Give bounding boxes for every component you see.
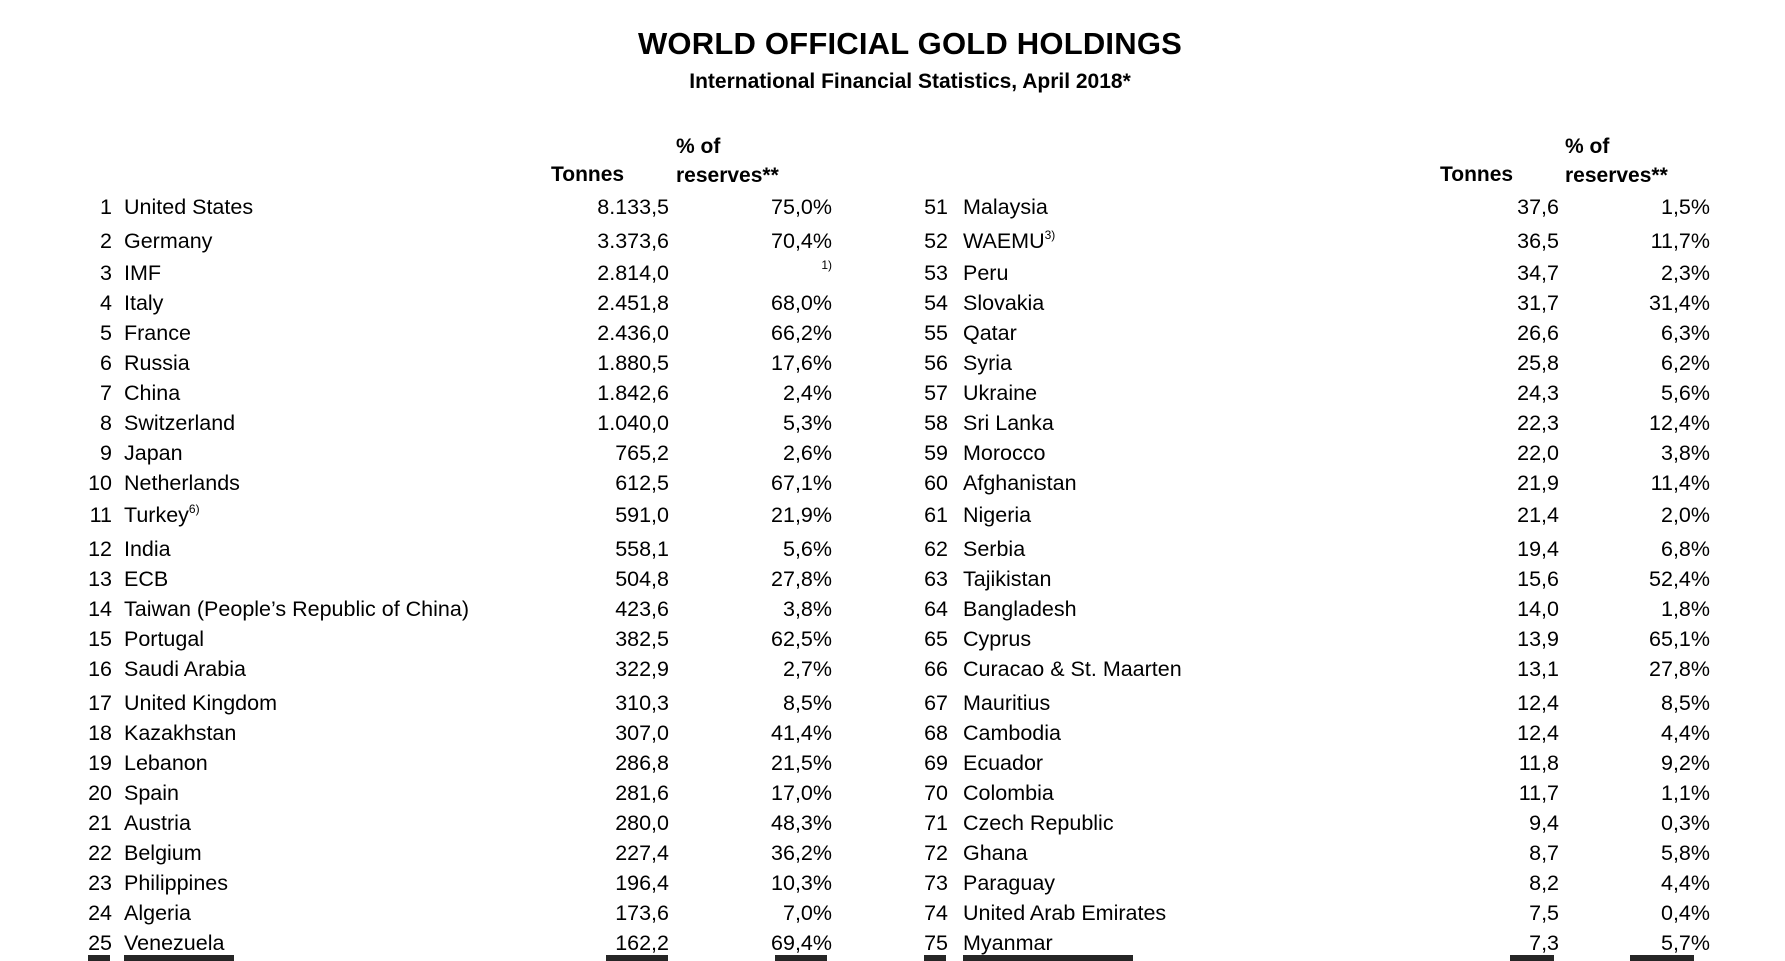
tonnes-cell: 173,6 xyxy=(615,901,669,925)
table-row xyxy=(0,193,1785,222)
tonnes-cell: 765,2 xyxy=(615,441,669,465)
rank-cell: 53 xyxy=(924,261,948,285)
tonnes-cell: 22,3 xyxy=(1517,411,1559,435)
tonnes-cell: 19,4 xyxy=(1517,537,1559,561)
rank-cell: 52 xyxy=(924,229,948,253)
table-row xyxy=(0,899,1785,928)
pct-cell: 27,8% xyxy=(771,567,832,591)
tonnes-cell: 7,5 xyxy=(1529,901,1559,925)
country-cell xyxy=(963,899,1166,928)
rank-cell: 9 xyxy=(100,441,112,465)
country-cell xyxy=(963,193,1048,222)
country-cell xyxy=(963,689,1050,718)
country-cell xyxy=(963,501,1031,530)
rank-cell: 51 xyxy=(924,195,948,219)
rank-cell: 69 xyxy=(924,751,948,775)
country-cell xyxy=(963,869,1055,898)
rank-cell: 55 xyxy=(924,321,948,345)
country-name: Bangladesh xyxy=(963,597,1077,621)
right-pct-header-line2: reserves** xyxy=(1565,164,1668,187)
tonnes-cell: 37,6 xyxy=(1517,195,1559,219)
country-cell xyxy=(963,289,1044,318)
rank-cell: 14 xyxy=(88,597,112,621)
tonnes-cell: 591,0 xyxy=(615,503,669,527)
left-pct-header xyxy=(676,132,779,190)
country-name: Ghana xyxy=(963,841,1028,865)
tonnes-cell: 11,8 xyxy=(1518,751,1559,775)
cutoff-row-fragment xyxy=(0,955,1785,961)
table-row xyxy=(0,349,1785,378)
rank-cell: 17 xyxy=(88,691,112,715)
table-row xyxy=(0,469,1785,498)
rank-cell: 59 xyxy=(924,441,948,465)
country-name: Algeria xyxy=(124,901,191,925)
pct-cell: 5,6% xyxy=(782,537,832,561)
country-cell xyxy=(963,779,1054,808)
footnote-marker: 3) xyxy=(1044,228,1056,242)
country-cell xyxy=(963,719,1061,748)
table-row xyxy=(0,439,1785,468)
rank-cell: 3 xyxy=(100,261,112,285)
table-row xyxy=(0,869,1785,898)
left-tonnes-header-label: Tonnes xyxy=(551,163,625,186)
country-name: Paraguay xyxy=(963,871,1056,895)
tonnes-cell: 322,9 xyxy=(615,657,669,681)
pct-cell: 66,2% xyxy=(771,321,832,345)
country-cell xyxy=(963,565,1051,594)
table-row xyxy=(0,689,1785,718)
country-name: Afghanistan xyxy=(963,471,1077,495)
rank-cell: 71 xyxy=(924,811,948,835)
country-cell xyxy=(963,439,1045,468)
country-name: Saudi Arabia xyxy=(124,657,246,681)
rank-cell: 6 xyxy=(100,351,112,375)
rank-cell: 2 xyxy=(100,229,112,253)
country-name: China xyxy=(124,381,181,405)
tonnes-cell: 11,7 xyxy=(1518,781,1559,805)
country-name: Morocco xyxy=(963,441,1046,465)
pct-cell: 48,3% xyxy=(771,811,832,835)
table-row xyxy=(0,595,1785,624)
country-name: United Kingdom xyxy=(124,691,277,715)
table-row xyxy=(0,535,1785,564)
pct-cell: 2,3% xyxy=(1660,261,1710,285)
country-name: Taiwan (People’s Republic of China) xyxy=(124,597,469,621)
country-name: Cyprus xyxy=(963,627,1032,651)
rank-cell: 62 xyxy=(924,537,948,561)
rank-cell: 10 xyxy=(88,471,112,495)
table-row xyxy=(0,501,1785,530)
table-row xyxy=(0,227,1785,256)
country-name: France xyxy=(124,321,191,345)
tonnes-cell: 13,9 xyxy=(1517,627,1559,651)
tonnes-cell: 21,9 xyxy=(1517,471,1559,495)
country-name: Ukraine xyxy=(963,381,1038,405)
tonnes-cell: 280,0 xyxy=(615,811,669,835)
pct-cell: 17,6% xyxy=(771,351,832,375)
country-cell xyxy=(963,319,1017,348)
rank-cell: 13 xyxy=(88,567,112,591)
country-name: ECB xyxy=(124,567,169,591)
pct-cell: 5,6% xyxy=(1660,381,1710,405)
country-name: United States xyxy=(124,195,254,219)
pct-cell: 21,9% xyxy=(771,503,832,527)
rank-cell: 72 xyxy=(924,841,948,865)
tonnes-cell: 2.436,0 xyxy=(597,321,669,345)
rank-cell: 24 xyxy=(88,901,112,925)
country-name: Syria xyxy=(963,351,1012,375)
tonnes-cell: 1.040,0 xyxy=(597,411,669,435)
country-cell xyxy=(963,749,1043,778)
tonnes-cell: 7,3 xyxy=(1529,931,1559,955)
country-name: India xyxy=(124,537,171,561)
rank-cell: 15 xyxy=(88,627,112,651)
pct-cell: 3,8% xyxy=(1660,441,1710,465)
rank-cell: 58 xyxy=(924,411,948,435)
rank-cell: 1 xyxy=(100,195,112,219)
country-name: Kazakhstan xyxy=(124,721,237,745)
tonnes-cell: 36,5 xyxy=(1517,229,1559,253)
right-tonnes-header xyxy=(1440,160,1513,189)
pct-cell: 12,4% xyxy=(1649,411,1710,435)
rank-cell: 64 xyxy=(924,597,948,621)
left-pct-header-line2: reserves** xyxy=(676,164,779,187)
country-name: Belgium xyxy=(124,841,202,865)
pct-cell: 7,0% xyxy=(782,901,832,925)
tonnes-cell: 14,0 xyxy=(1517,597,1559,621)
tonnes-cell: 310,3 xyxy=(615,691,669,715)
pct-cell: 1,8% xyxy=(1660,597,1710,621)
pct-cell: 36,2% xyxy=(771,841,832,865)
table-row xyxy=(0,289,1785,318)
pct-cell: 6,8% xyxy=(1660,537,1710,561)
pct-cell: 5,7% xyxy=(1660,931,1710,955)
country-name: Japan xyxy=(124,441,183,465)
pct-cell: 10,3% xyxy=(771,871,832,895)
rank-cell: 23 xyxy=(88,871,112,895)
tonnes-cell: 21,4 xyxy=(1517,503,1559,527)
rank-cell: 7 xyxy=(100,381,112,405)
tonnes-cell: 196,4 xyxy=(615,871,669,895)
tonnes-cell: 12,4 xyxy=(1517,691,1559,715)
rank-cell: 12 xyxy=(88,537,112,561)
country-cell xyxy=(963,655,1182,684)
pct-cell: 1,5% xyxy=(1660,195,1710,219)
rank-cell: 19 xyxy=(88,751,112,775)
tonnes-cell: 8,2 xyxy=(1529,871,1559,895)
tonnes-cell: 13,1 xyxy=(1517,657,1559,681)
pct-footnote-marker: 1) xyxy=(821,258,832,272)
pct-cell: 69,4% xyxy=(771,931,832,955)
rank-cell: 21 xyxy=(88,811,112,835)
rank-cell: 74 xyxy=(924,901,948,925)
pct-cell: 65,1% xyxy=(1649,627,1710,651)
rank-cell: 63 xyxy=(924,567,948,591)
pct-cell: 2,4% xyxy=(782,381,832,405)
footnote-marker: 6) xyxy=(188,502,200,516)
page-subtitle: International Financial Statistics, April 2018* xyxy=(689,70,1131,93)
rank-cell: 73 xyxy=(924,871,948,895)
country-name: Philippines xyxy=(124,871,228,895)
pct-cell: 11,4% xyxy=(1650,471,1710,495)
rank-cell: 60 xyxy=(924,471,948,495)
pct-cell: 21,5% xyxy=(771,751,832,775)
country-name: Turkey xyxy=(124,503,189,527)
tonnes-cell: 22,0 xyxy=(1517,441,1559,465)
table-row xyxy=(0,625,1785,654)
country-name: Sri Lanka xyxy=(963,411,1054,435)
tonnes-cell: 382,5 xyxy=(615,627,669,651)
tonnes-cell: 31,7 xyxy=(1517,291,1559,315)
pct-cell: 0,4% xyxy=(1660,901,1710,925)
tonnes-cell: 8.133,5 xyxy=(597,195,669,219)
pct-cell: 17,0% xyxy=(771,781,832,805)
pct-cell: 68,0% xyxy=(771,291,832,315)
country-name: Russia xyxy=(124,351,190,375)
pct-cell: 62,5% xyxy=(771,627,832,651)
tonnes-cell: 558,1 xyxy=(615,537,669,561)
pct-cell: 4,4% xyxy=(1660,871,1710,895)
rank-cell: 25 xyxy=(88,931,112,955)
pct-cell: 2,0% xyxy=(1660,503,1710,527)
country-cell xyxy=(963,259,1008,288)
country-name: Cambodia xyxy=(963,721,1061,745)
country-name: Spain xyxy=(124,781,179,805)
country-name: Qatar xyxy=(963,321,1017,345)
table-row xyxy=(0,779,1785,808)
table-row xyxy=(0,565,1785,594)
country-name: WAEMU xyxy=(963,229,1045,253)
pct-cell: 3,8% xyxy=(782,597,832,621)
table-row xyxy=(0,839,1785,868)
country-name: Peru xyxy=(963,261,1009,285)
country-name: Austria xyxy=(124,811,191,835)
rank-cell: 8 xyxy=(100,411,112,435)
pct-cell: 67,1% xyxy=(771,471,832,495)
tonnes-cell: 281,6 xyxy=(615,781,669,805)
country-cell xyxy=(963,469,1077,498)
rank-cell: 20 xyxy=(88,781,112,805)
tonnes-cell: 286,8 xyxy=(615,751,669,775)
pct-cell: 41,4% xyxy=(771,721,832,745)
pct-cell: 31,4% xyxy=(1649,291,1710,315)
pct-cell: 2,6% xyxy=(782,441,832,465)
table-row xyxy=(0,929,1785,958)
table-row xyxy=(0,655,1785,684)
pct-cell: 52,4% xyxy=(1649,567,1710,591)
country-name: Slovakia xyxy=(963,291,1045,315)
rank-cell: 61 xyxy=(924,503,948,527)
table-row xyxy=(0,409,1785,438)
rank-cell: 11 xyxy=(89,503,112,527)
tonnes-cell: 8,7 xyxy=(1529,841,1559,865)
country-cell xyxy=(963,227,1055,256)
country-name: Mauritius xyxy=(963,691,1051,715)
pct-cell: 1,1% xyxy=(1660,781,1710,805)
country-cell xyxy=(963,595,1077,624)
rank-cell: 54 xyxy=(924,291,948,315)
tonnes-cell: 26,6 xyxy=(1517,321,1559,345)
country-name: Germany xyxy=(124,229,213,253)
rank-cell: 66 xyxy=(924,657,948,681)
country-name: Netherlands xyxy=(124,471,240,495)
pct-cell: 8,5% xyxy=(782,691,832,715)
country-cell xyxy=(963,929,1053,958)
tonnes-cell: 423,6 xyxy=(615,597,669,621)
country-name: Curacao & St. Maarten xyxy=(963,657,1182,681)
tonnes-cell: 3.373,6 xyxy=(597,229,669,253)
rank-cell: 5 xyxy=(100,321,112,345)
country-name: Ecuador xyxy=(963,751,1044,775)
country-cell xyxy=(963,809,1114,838)
country-name: Colombia xyxy=(963,781,1054,805)
tonnes-cell: 1.842,6 xyxy=(597,381,669,405)
country-cell xyxy=(963,379,1037,408)
tonnes-cell: 12,4 xyxy=(1517,721,1559,745)
pct-cell: 70,4% xyxy=(771,229,832,253)
country-name: Serbia xyxy=(963,537,1026,561)
rank-cell: 16 xyxy=(88,657,112,681)
table-row xyxy=(0,719,1785,748)
country-name: Switzerland xyxy=(124,411,236,435)
pct-cell: 0,3% xyxy=(1660,811,1710,835)
pct-cell: 8,5% xyxy=(1660,691,1710,715)
rank-cell: 65 xyxy=(924,627,948,651)
rank-cell: 22 xyxy=(88,841,112,865)
rank-cell: 68 xyxy=(924,721,948,745)
right-tonnes-header-label: Tonnes xyxy=(1440,163,1514,186)
pct-cell: 27,8% xyxy=(1649,657,1710,681)
tonnes-cell: 307,0 xyxy=(615,721,669,745)
pct-cell: 5,8% xyxy=(1660,841,1710,865)
right-pct-header xyxy=(1565,132,1668,190)
rank-cell: 75 xyxy=(924,931,948,955)
table-row xyxy=(0,379,1785,408)
country-name: Venezuela xyxy=(124,931,225,955)
table-row xyxy=(0,319,1785,348)
pct-cell: 6,2% xyxy=(1660,351,1710,375)
country-name: Tajikistan xyxy=(963,567,1052,591)
rank-cell: 67 xyxy=(924,691,948,715)
table-row xyxy=(0,259,1785,288)
tonnes-cell: 227,4 xyxy=(615,841,669,865)
country-cell xyxy=(963,349,1012,378)
left-tonnes-header xyxy=(551,160,624,189)
tonnes-cell: 2.451,8 xyxy=(597,291,669,315)
rank-cell: 18 xyxy=(88,721,112,745)
pct-cell: 75,0% xyxy=(771,195,832,219)
rank-cell: 4 xyxy=(100,291,112,315)
pct-cell: 11,7% xyxy=(1650,229,1710,253)
pct-cell: 6,3% xyxy=(1660,321,1710,345)
country-cell xyxy=(963,409,1054,438)
left-pct-header-line1: % of xyxy=(676,135,721,158)
country-name: Malaysia xyxy=(963,195,1048,219)
table-row xyxy=(0,809,1785,838)
rank-cell: 57 xyxy=(924,381,948,405)
tonnes-cell: 162,2 xyxy=(615,931,669,955)
country-name: Lebanon xyxy=(124,751,208,775)
rank-cell: 70 xyxy=(924,781,948,805)
rank-cell: 56 xyxy=(924,351,948,375)
pct-cell: 9,2% xyxy=(1660,751,1710,775)
page-title: WORLD OFFICIAL GOLD HOLDINGS xyxy=(637,26,1183,61)
tonnes-cell: 15,6 xyxy=(1517,567,1559,591)
country-name: Portugal xyxy=(124,627,205,651)
tonnes-cell: 25,8 xyxy=(1517,351,1559,375)
country-name: United Arab Emirates xyxy=(963,901,1167,925)
country-name: Nigeria xyxy=(963,503,1032,527)
country-name: Italy xyxy=(124,291,164,315)
table-row xyxy=(0,749,1785,778)
tonnes-cell: 1.880,5 xyxy=(597,351,669,375)
pct-cell: 2,7% xyxy=(782,657,832,681)
country-name: Myanmar xyxy=(963,931,1053,955)
tonnes-cell: 34,7 xyxy=(1517,261,1559,285)
tonnes-cell: 504,8 xyxy=(615,567,669,591)
tonnes-cell: 9,4 xyxy=(1529,811,1559,835)
tonnes-cell: 2.814,0 xyxy=(597,261,669,285)
tonnes-cell: 612,5 xyxy=(615,471,669,495)
pct-cell: 5,3% xyxy=(782,411,832,435)
tonnes-cell: 24,3 xyxy=(1517,381,1559,405)
country-name: Czech Republic xyxy=(963,811,1114,835)
country-name: IMF xyxy=(124,261,162,285)
country-cell xyxy=(963,535,1025,564)
country-cell xyxy=(963,839,1028,868)
right-pct-header-line1: % of xyxy=(1565,135,1610,158)
country-cell xyxy=(963,625,1031,654)
pct-cell: 4,4% xyxy=(1660,721,1710,745)
